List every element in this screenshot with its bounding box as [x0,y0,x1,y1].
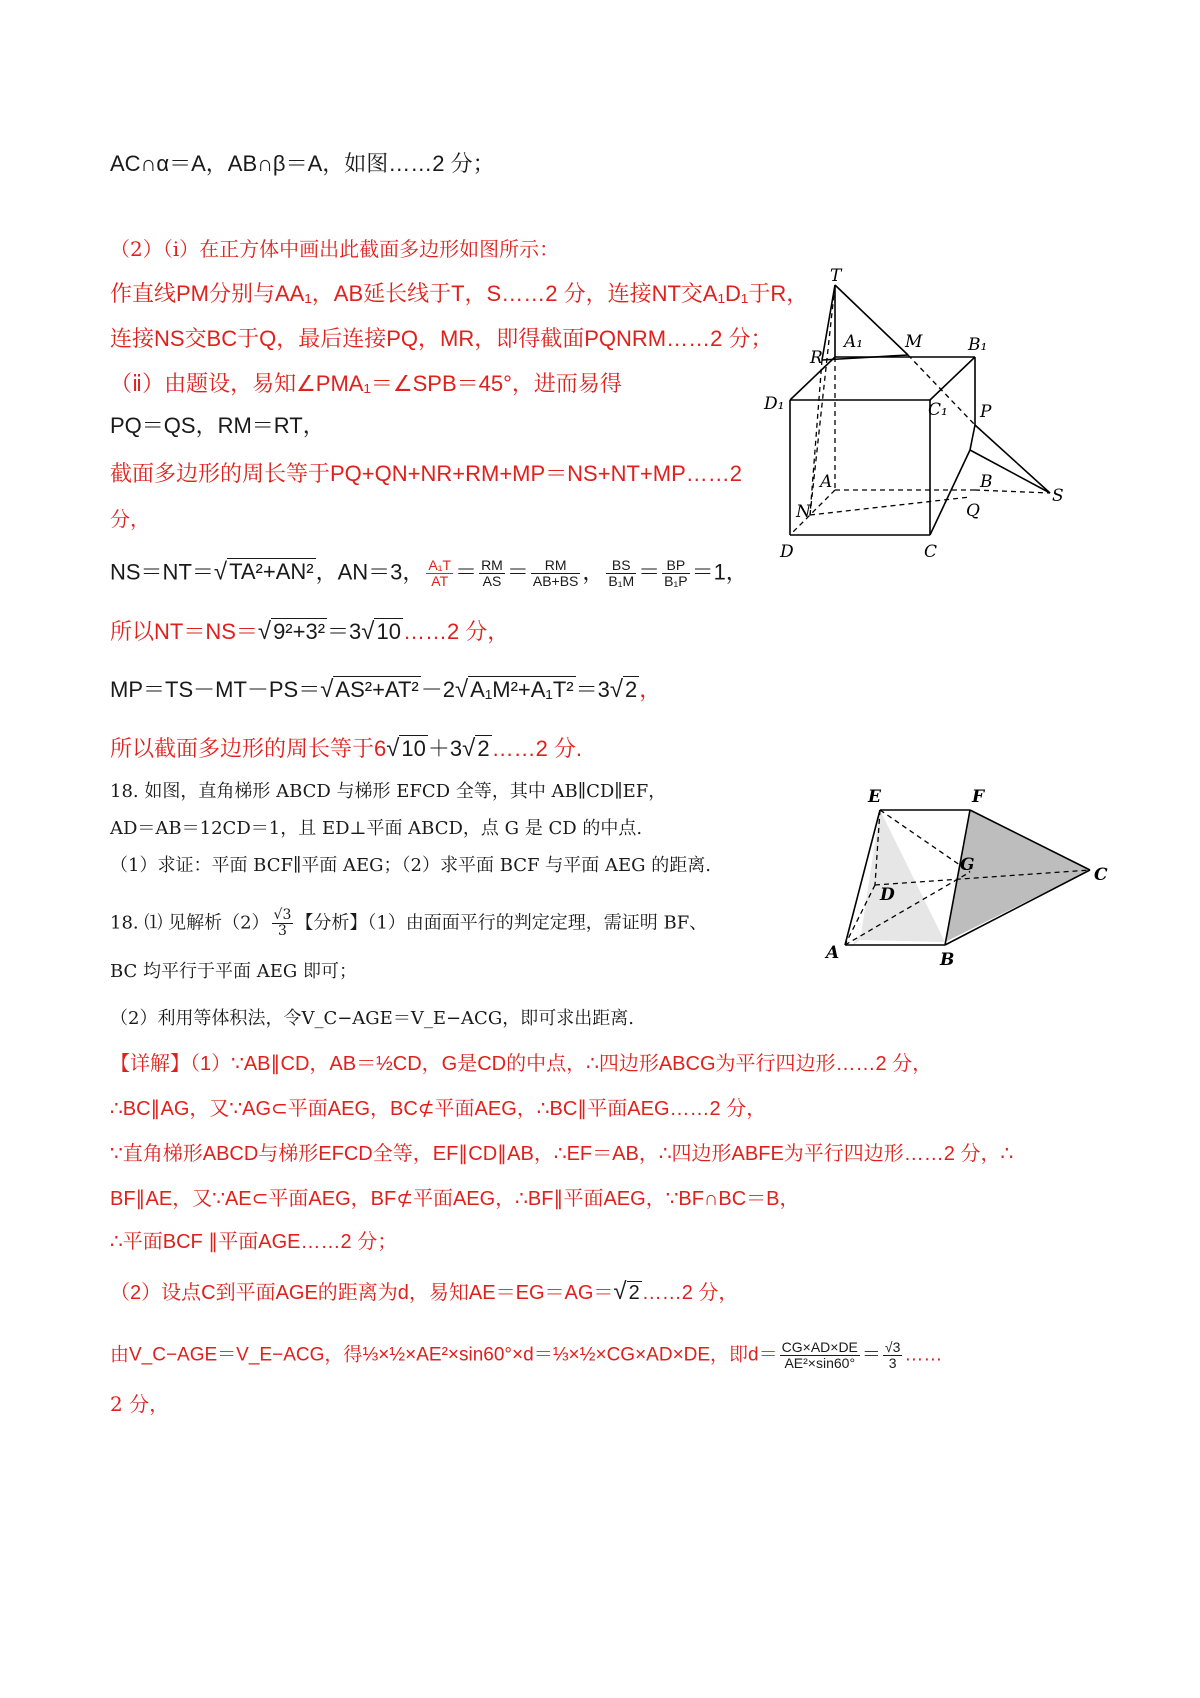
line-connect-ns: 连接NS交BC于Q，最后连接PQ，MR，即得截面PQNRM……2 分； [110,326,773,351]
label-F: F [972,787,985,807]
label-B1: B₁ [968,335,988,355]
line-perimeter: 截面多边形的周长等于PQ+QN+NR+RM+MP＝NS+NT+MP……2 [110,461,742,486]
detail-line1: 【详解】（1）∵AB∥CD，AB＝½CD，G是CD的中点，∴四边形ABCG为平行四边形……2 分， [110,1053,933,1075]
label-C1: C₁ [928,400,948,420]
detail-line5: ∴平面BCF ∥平面AGE……2 分； [110,1231,398,1253]
label-M: M [905,332,923,352]
detail-part2-line3: 2 分， [110,1392,170,1416]
detail-line4: BF∥AE，又∵AE⊂平面AEG，BF⊄平面AEG，∴BF∥平面AEG，∵BF∩BC＝B， [110,1188,800,1210]
detail-line2: ∴BC∥AG，又∵AG⊂平面AEG，BC⊄平面AEG，∴BC∥平面AEG……2 分， [110,1098,767,1120]
frac-bp-b1p: $\frac{BP}{\text{B₁P}}$ [664,557,688,589]
cube-figure [760,265,1080,565]
line-so-nt: 所以NT＝NS＝√9²+3²＝3√10……2 分， [110,618,510,645]
label-D1: D₁ [764,394,785,414]
label-C2: C [1094,865,1108,885]
prism-figure [820,780,1120,970]
frac-rm-abbs: $\frac{RM}{AB+BS}$ [532,557,579,589]
frac-sqrt3-3-b: $\frac{√3}{3}$ [884,1339,901,1371]
label-R: R [810,348,823,368]
label-G: G [960,855,975,875]
problem18-stem: 18. 如图，直角梯形 ABCD 与梯形 EFCD 全等，其中 AB∥CD∥EF， [110,781,667,802]
label-B: B [980,472,993,492]
frac-bs-b1m: $\frac{BS}{\text{B₁M}}$ [608,557,635,589]
label-A1: A₁ [844,332,864,352]
label-P: P [980,402,992,422]
line-ac-cap: AC∩α＝A，AB∩β＝A，如图……2 分； [110,151,495,176]
detail-line3: ∵直角梯形ABCD与梯形EFCD全等，EF∥CD∥AB，∴EF＝AB，∴四边形ABFE为平行四边形……2 分，∴ [110,1143,1014,1165]
line-fen: 分， [110,507,150,531]
line-perimeter-result: 所以截面多边形的周长等于6√10＋3√2……2 分. [110,735,583,762]
label-Q: Q [966,501,980,521]
line-part2-i: （2）（ⅰ）在正方体中画出此截面多边形如图所示： [110,237,560,261]
line-pq-qs: PQ＝QS，RM＝RT， [110,413,325,438]
line-part2-ii: （ⅱ）由题设，易知∠PMA₁＝∠SPB＝45°，进而易得 [110,371,622,396]
answer18-volume-method: （2）利用等体积法，令V_C−AGE＝V_E−ACG，即可求出距离. [110,1008,634,1029]
line-ns-nt: NS＝NT＝√TA²+AN²，AN＝3， $\frac{\text{A₁T}}{AT}$ ＝ $\frac{RM}{AS}$ ＝ $\frac{RM}{AB+BS}$ ， $\frac{BS}{\text{B₁M}}$ ＝ $\frac{BP}{\text{B₁P}}$ ＝1， [110,557,748,589]
label-D2: D [880,885,895,905]
label-C: C [924,542,938,562]
answer18-summary: 18. ⑴ 见解析（2） $\frac{√3}{3}$ 【分析】（1）由面面平行的判定定理，需证明 BF、 [110,907,708,939]
frac-a1t-at: $\frac{\text{A₁T}}{AT}$ [428,557,452,589]
problem18-condition: AD＝AB＝12CD＝1，且 ED⊥平面 ABCD，点 G 是 CD 的中点. [110,818,643,839]
problem18-questions: （1）求证：平面 BCF∥平面 AEG；（2）求平面 BCF 与平面 AEG 的距离. [110,855,711,876]
line-draw-pm: 作直线PM分别与AA₁，AB延长线于T，S……2 分，连接NT交A₁D₁于R， [110,281,809,306]
detail-part2-line1: （2）设点C到平面AGE的距离为d，易知AE＝EG＝AG＝√ 2 ……2 分， [110,1278,739,1305]
label-D: D [780,542,794,562]
frac-d-formula: $\frac{CG\times AD\times DE}{\text{AE²×sin60°}}$ [781,1339,858,1371]
label-E: E [868,787,881,807]
label-A2: A [826,943,840,963]
answer18-bc: BC 均平行于平面 AEG 即可； [110,961,358,982]
label-B2: B [940,950,955,970]
line-mp: MP＝TS－MT－PS＝√AS²+AT²－2√A₁M²+A₁T²＝3√2， [110,676,662,703]
frac-sqrt3-3: $\frac{√3}{3}$ [273,907,292,939]
label-N: N [796,502,811,522]
label-A: A [820,472,833,492]
frac-rm-as: $\frac{RM}{AS}$ [481,557,503,589]
detail-part2-line2: 由V_C−AGE＝V_E−ACG，得⅓×½×AE²×sin60°×d＝⅓×½×CG×AD×DE，即d＝ $\frac{CG\times AD\times DE}{\text{AE²×sin60°}}$ ＝ $\frac{√3}{3}$ …… [110,1339,943,1371]
label-S: S [1052,486,1064,506]
label-T: T [830,266,842,286]
